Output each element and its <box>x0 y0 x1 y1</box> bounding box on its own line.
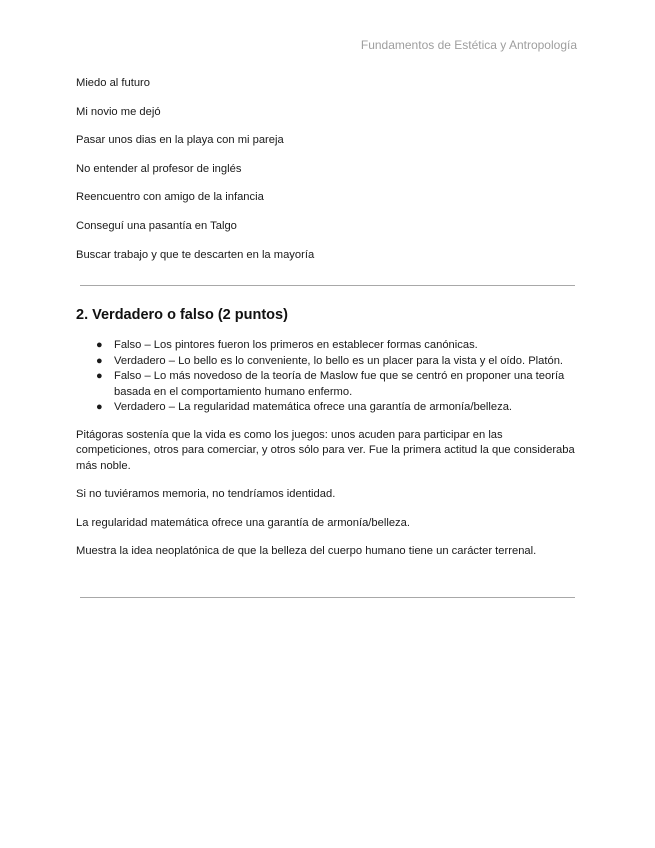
list-item: Reencuentro con amigo de la infancia <box>76 191 264 204</box>
document-header: Fundamentos de Estética y Antropología <box>360 38 577 52</box>
list-item: No entender al profesor de inglés <box>76 162 242 175</box>
item-list <box>76 76 576 276</box>
bullet-icon: ● <box>96 339 103 351</box>
bullet-icon: ● <box>96 401 103 413</box>
bullet-icon: ● <box>96 354 103 367</box>
list-item: Pasar unos dias en la playa con mi pareja <box>76 134 284 147</box>
section-heading: 2. Verdadero o falso (2 puntos) <box>76 307 288 323</box>
bullet-text: Falso – Los pintores fueron los primeros en establecer formas canónicas. <box>114 339 478 351</box>
horizontal-divider <box>80 597 575 598</box>
list-item: Miedo al futuro <box>76 77 151 89</box>
bullet-icon: ● <box>96 370 103 382</box>
bullet-text: Falso – Lo más novedoso de la teoría de Maslow fue que se centró en proponer una teoría basada en el comportamiento humano enfermo. <box>114 370 565 398</box>
true-false-list <box>76 338 576 416</box>
paragraph: Muestra la idea neoplatónica de que la belleza del cuerpo humano tiene un carácter terrenal. <box>76 545 537 557</box>
list-item: Conseguí una pasantía en Talgo <box>76 219 237 232</box>
paragraph: Pitágoras sostenía que la vida es como los juegos: unos acuden para participar en las competiciones, otros para comerciar, y otros sólo para ver. Fue la primera actitud la que consideraba más noble. <box>76 428 575 472</box>
bullet-item <box>76 354 576 370</box>
horizontal-divider <box>80 285 575 286</box>
paragraph: La regularidad matemática ofrece una garantía de armonía/belleza. <box>76 516 410 529</box>
paragraph: Si no tuviéramos memoria, no tendríamos identidad. <box>76 488 336 500</box>
bullet-text: Verdadero – Lo bello es lo conveniente, lo bello es un placer para la vista y el oído. Platón. <box>114 354 564 367</box>
bullet-item <box>76 400 576 416</box>
true-false-section <box>76 306 576 560</box>
bullet-item <box>76 369 576 400</box>
list-item: Buscar trabajo y que te descarten en la mayoría <box>76 248 315 261</box>
bullet-text: Verdadero – La regularidad matemática ofrece una garantía de armonía/belleza. <box>114 401 513 413</box>
bullet-item <box>76 338 576 354</box>
list-item: Mi novio me dejó <box>76 105 161 118</box>
